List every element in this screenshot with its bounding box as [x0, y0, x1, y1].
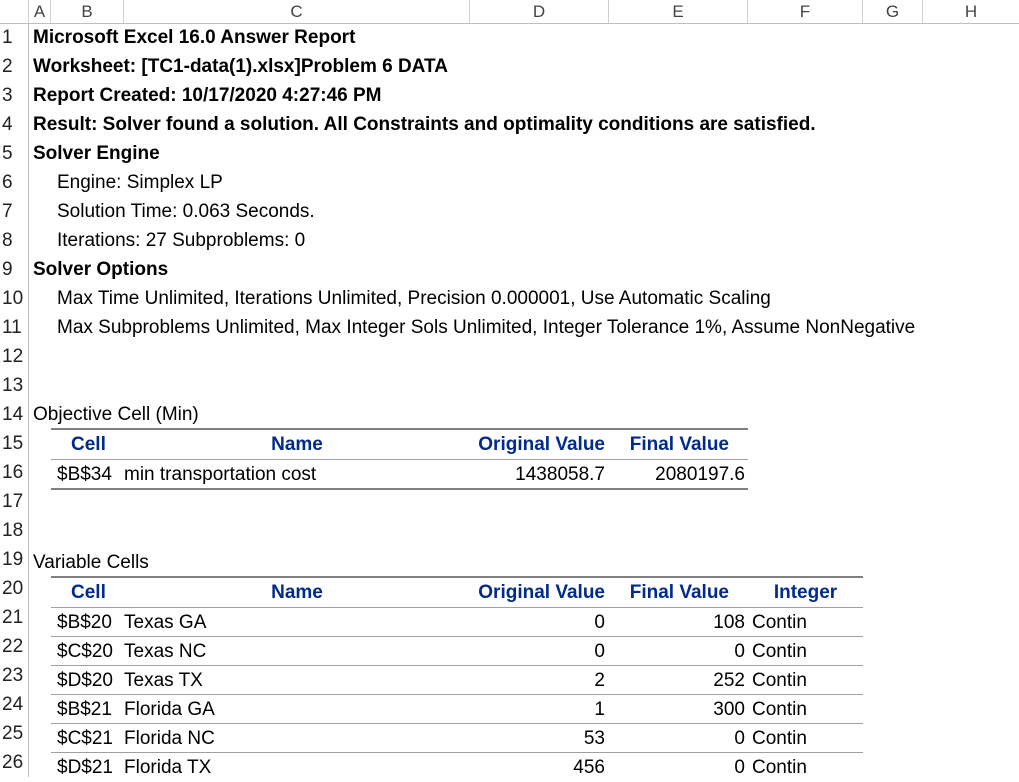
- variable-cell-ref[interactable]: $B$21: [57, 699, 112, 720]
- variable-cell-ref[interactable]: $C$21: [57, 728, 113, 749]
- variable-integer[interactable]: Contin: [752, 699, 807, 720]
- row-header[interactable]: 6: [0, 168, 29, 197]
- column-header-bar: [0, 0, 1019, 24]
- variable-original-value[interactable]: 456: [573, 757, 605, 778]
- row-header[interactable]: 16: [0, 458, 29, 487]
- variable-cell-ref[interactable]: $B$20: [57, 612, 112, 633]
- variable-final-value[interactable]: 300: [713, 699, 745, 720]
- variable-cell-name[interactable]: Texas TX: [124, 670, 203, 691]
- variables-header-cell[interactable]: Cell: [71, 582, 106, 603]
- row-header[interactable]: 24: [0, 690, 29, 719]
- row-header[interactable]: 15: [0, 429, 29, 458]
- row-header[interactable]: 14: [0, 400, 29, 429]
- variable-cell-ref[interactable]: $D$20: [57, 670, 113, 691]
- objective-cell-ref[interactable]: $B$34: [57, 464, 112, 485]
- row-header[interactable]: 21: [0, 603, 29, 632]
- engine-type[interactable]: Engine: Simplex LP: [57, 172, 223, 193]
- objective-header-cell[interactable]: Cell: [71, 434, 106, 455]
- column-header-d[interactable]: D: [470, 0, 609, 23]
- column-header-f[interactable]: F: [748, 0, 863, 23]
- row-header[interactable]: 9: [0, 255, 29, 284]
- variable-integer[interactable]: Contin: [752, 612, 807, 633]
- row-header[interactable]: 3: [0, 81, 29, 110]
- variable-integer[interactable]: Contin: [752, 728, 807, 749]
- solution-time[interactable]: Solution Time: 0.063 Seconds.: [57, 201, 315, 222]
- options-line-1[interactable]: Max Time Unlimited, Iterations Unlimited, Precision 0.000001, Use Automatic Scaling: [57, 288, 771, 309]
- column-header-a[interactable]: A: [29, 0, 51, 23]
- variable-integer[interactable]: Contin: [752, 641, 807, 662]
- row-header[interactable]: 1: [0, 23, 29, 52]
- variable-original-value[interactable]: 0: [594, 612, 605, 633]
- variable-original-value[interactable]: 2: [594, 670, 605, 691]
- objective-heading[interactable]: Objective Cell (Min): [33, 404, 199, 425]
- column-header-b[interactable]: B: [51, 0, 124, 23]
- select-all-corner[interactable]: [0, 0, 29, 23]
- row-header[interactable]: 5: [0, 139, 29, 168]
- row-header[interactable]: 22: [0, 632, 29, 661]
- column-header-c[interactable]: C: [124, 0, 470, 23]
- row-header[interactable]: 10: [0, 284, 29, 313]
- variable-original-value[interactable]: 53: [583, 728, 605, 749]
- options-line-2[interactable]: Max Subproblems Unlimited, Max Integer Sols Unlimited, Integer Tolerance 1%, Assume NonNegative: [57, 317, 916, 338]
- row-header[interactable]: 8: [0, 226, 29, 255]
- row-header[interactable]: 25: [0, 719, 29, 748]
- objective-bottom-border: [51, 488, 748, 490]
- variable-cell-ref[interactable]: $D$21: [57, 757, 113, 778]
- variable-cell-ref[interactable]: $C$20: [57, 641, 113, 662]
- objective-header-final[interactable]: Final Value: [629, 434, 729, 455]
- row-header[interactable]: 2: [0, 52, 29, 81]
- report-result[interactable]: Result: Solver found a solution. All Constraints and optimality conditions are satisfied.: [33, 114, 816, 135]
- variable-final-value[interactable]: 252: [713, 670, 745, 691]
- objective-header-original[interactable]: Original Value: [478, 434, 605, 455]
- row-header[interactable]: 19: [0, 545, 29, 574]
- variables-header-integer[interactable]: Integer: [773, 582, 838, 603]
- variable-integer[interactable]: Contin: [752, 757, 807, 778]
- row-header[interactable]: 7: [0, 197, 29, 226]
- row-header[interactable]: 17: [0, 487, 29, 516]
- variables-heading[interactable]: Variable Cells: [33, 552, 149, 573]
- row-header[interactable]: 4: [0, 110, 29, 139]
- variable-final-value[interactable]: 108: [713, 612, 745, 633]
- row-header[interactable]: 13: [0, 371, 29, 400]
- variable-final-value[interactable]: 0: [734, 728, 745, 749]
- variable-cell-name[interactable]: Texas GA: [124, 612, 207, 633]
- variables-header-name[interactable]: Name: [271, 582, 323, 603]
- variable-integer[interactable]: Contin: [752, 670, 807, 691]
- row-header[interactable]: 20: [0, 574, 29, 603]
- report-worksheet[interactable]: Worksheet: [TC1-data(1).xlsx]Problem 6 DATA: [33, 56, 448, 77]
- report-title[interactable]: Microsoft Excel 16.0 Answer Report: [33, 27, 356, 48]
- row-header[interactable]: 23: [0, 661, 29, 690]
- column-header-h[interactable]: H: [964, 2, 978, 21]
- row-header[interactable]: 18: [0, 516, 29, 545]
- variable-cell-name[interactable]: Florida NC: [124, 728, 215, 749]
- objective-original-value[interactable]: 1438058.7: [515, 464, 605, 485]
- column-header-g[interactable]: G: [863, 0, 923, 23]
- iterations[interactable]: Iterations: 27 Subproblems: 0: [57, 230, 306, 251]
- variable-original-value[interactable]: 1: [594, 699, 605, 720]
- variable-cell-name[interactable]: Texas NC: [124, 641, 207, 662]
- objective-final-value[interactable]: 2080197.6: [655, 464, 745, 485]
- variable-original-value[interactable]: 0: [594, 641, 605, 662]
- row-header[interactable]: 11: [0, 313, 29, 342]
- row-header[interactable]: 26: [0, 748, 29, 777]
- variable-cell-name[interactable]: Florida TX: [124, 757, 212, 778]
- engine-heading[interactable]: Solver Engine: [33, 143, 160, 164]
- objective-cell-name[interactable]: min transportation cost: [124, 464, 317, 485]
- variables-header-final[interactable]: Final Value: [629, 582, 729, 603]
- column-header-e[interactable]: E: [609, 0, 748, 23]
- row-header[interactable]: 12: [0, 342, 29, 371]
- objective-header-name[interactable]: Name: [271, 434, 323, 455]
- variables-header-original[interactable]: Original Value: [478, 582, 605, 603]
- variable-final-value[interactable]: 0: [734, 757, 745, 778]
- options-heading[interactable]: Solver Options: [33, 259, 169, 280]
- variable-final-value[interactable]: 0: [734, 641, 745, 662]
- report-created[interactable]: Report Created: 10/17/2020 4:27:46 PM: [33, 85, 382, 106]
- variable-cell-name[interactable]: Florida GA: [124, 699, 215, 720]
